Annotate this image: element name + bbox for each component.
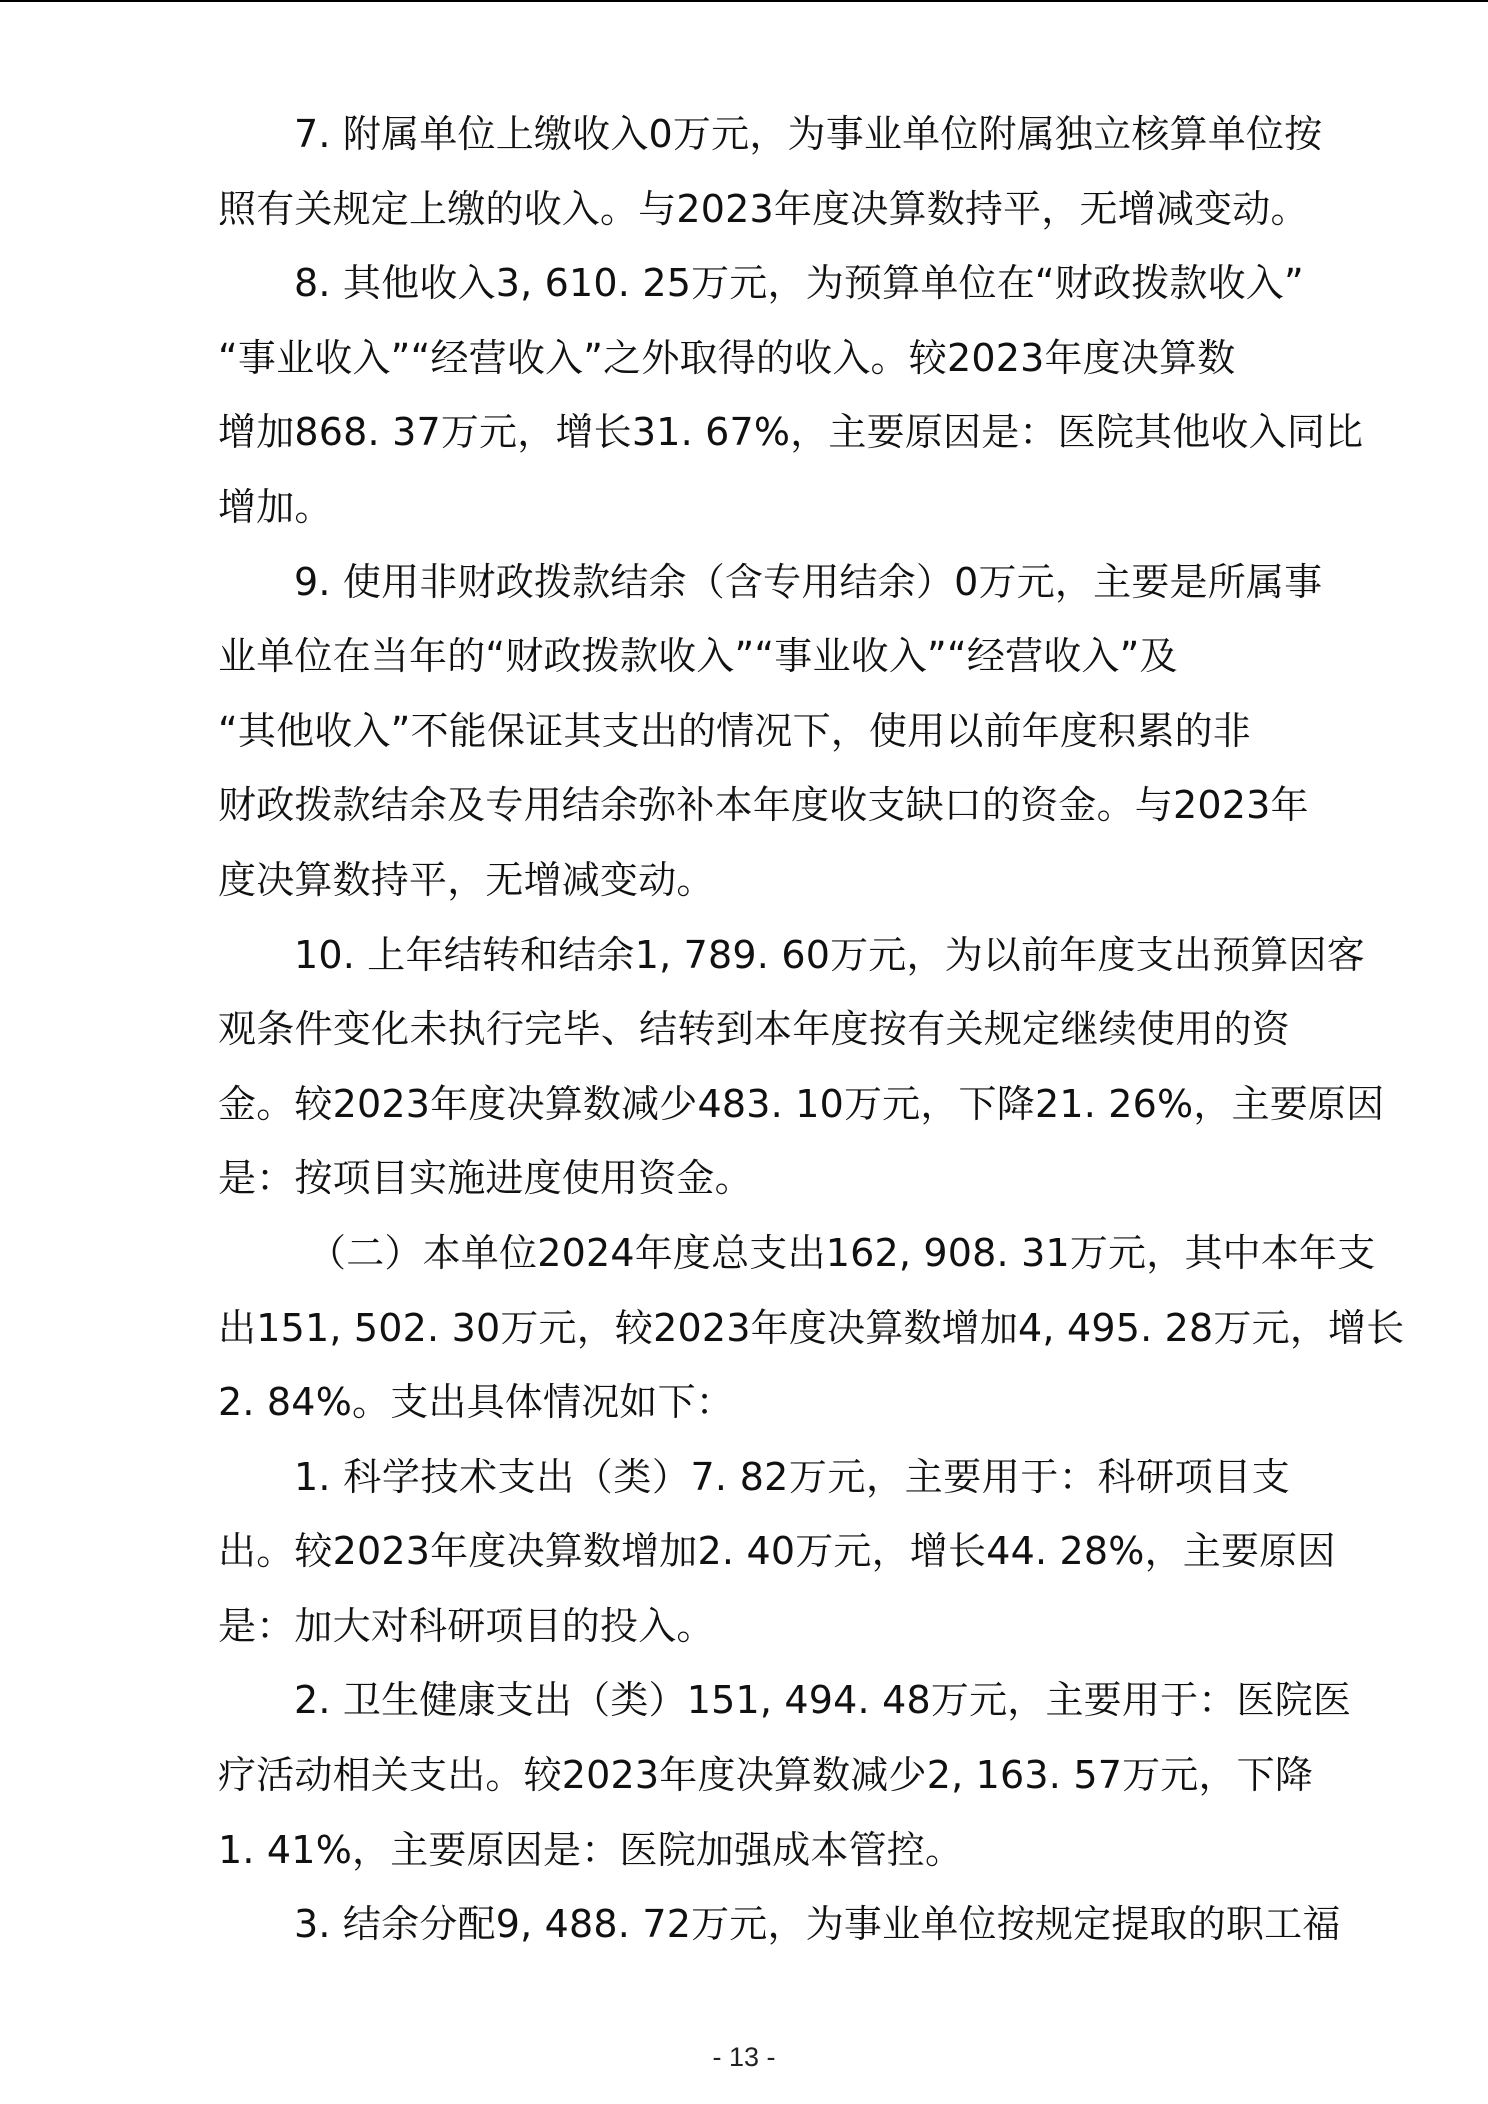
- text-line: 1. 41%，主要原因是：医院加强成本管控。: [218, 1827, 964, 1872]
- text-line: 增加。: [218, 484, 333, 529]
- text-line: 是：按项目实施进度使用资金。: [218, 1156, 753, 1201]
- text-line: 观条件变化未执行完毕、结转到本年度按有关规定继续使用的资: [218, 1007, 1290, 1052]
- text-line: 出151, 502. 30万元，较2023年度决算数增加4, 495. 28万元，增长: [218, 1305, 1405, 1350]
- text-line: 出。较2023年度决算数增加2. 40万元，增长44. 28%，主要原因: [218, 1529, 1336, 1574]
- text-line: 照有关规定上缴的收入。与2023年度决算数持平，无增减变动。: [218, 186, 1309, 231]
- text-line: 3. 结余分配9, 488. 72万元，为事业单位按规定提取的职工福: [294, 1902, 1341, 1947]
- text-line: 7. 附属单位上缴收入0万元，为事业单位附属独立核算单位按: [294, 112, 1323, 156]
- text-line: 2. 卫生健康支出（类）151, 494. 48万元，主要用于：医院医: [294, 1678, 1352, 1723]
- text-line: 1. 科学技术支出（类）7. 82万元，主要用于：科研项目支: [294, 1454, 1290, 1499]
- text-line: 金。较2023年度决算数减少483. 10万元，下降21. 26%，主要原因: [218, 1081, 1385, 1126]
- text-line: （二）本单位2024年度总支出162, 908. 31万元，其中本年支: [308, 1230, 1376, 1275]
- text-line: 业单位在当年的“财政拨款收入”“事业收入”“经营收入”及: [218, 634, 1178, 679]
- text-line: 8. 其他收入3, 610. 25万元，为预算单位在“财政拨款收入”: [294, 261, 1304, 306]
- text-line: 2. 84%。支出具体情况如下：: [218, 1380, 734, 1425]
- body-text: [218, 97, 1405, 1962]
- page-number: - 13 -: [712, 2042, 776, 2072]
- text-line: 10. 上年结转和结余1, 789. 60万元，为以前年度支出预算因客: [294, 932, 1365, 977]
- text-line: “其他收入”不能保证其支出的情况下，使用以前年度积累的非: [218, 708, 1251, 753]
- text-line: 是：加大对科研项目的投入。: [218, 1603, 715, 1648]
- text-line: 财政拨款结余及专用结余弥补本年度收支缺口的资金。与2023年: [218, 783, 1309, 828]
- text-line: 疗活动相关支出。较2023年度决算数减少2, 163. 57万元，下降: [218, 1753, 1314, 1798]
- text-line: 9. 使用非财政拨款结余（含专用结余）0万元，主要是所属事: [294, 559, 1323, 604]
- text-line: 增加868. 37万元，增长31. 67%，主要原因是：医院其他收入同比: [218, 410, 1364, 455]
- text-line: “事业收入”“经营收入”之外取得的收入。较2023年度决算数: [218, 335, 1236, 380]
- text-line: 度决算数持平，无增减变动。: [218, 857, 715, 902]
